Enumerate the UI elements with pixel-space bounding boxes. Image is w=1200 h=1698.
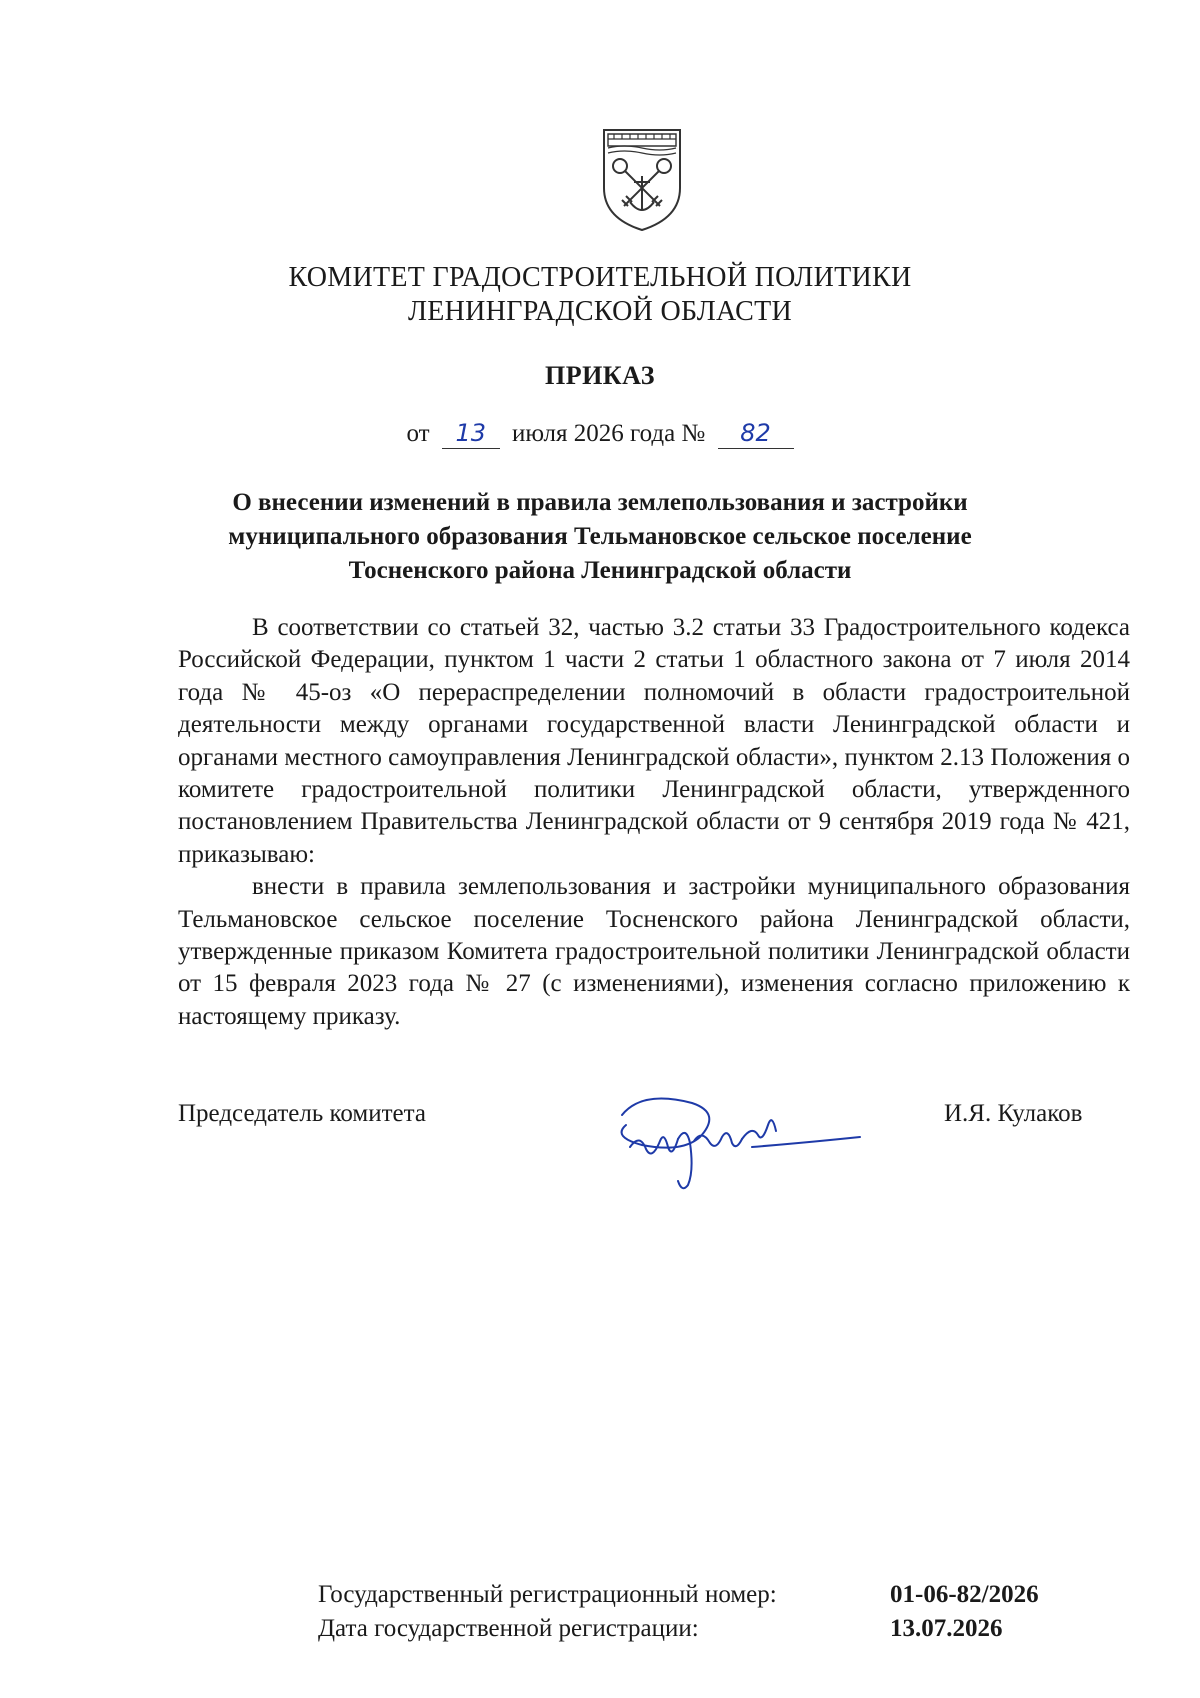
date-prefix: от bbox=[406, 420, 430, 447]
document-type: ПРИКАЗ bbox=[544, 361, 656, 390]
handwritten-signature bbox=[602, 1085, 862, 1195]
title-line: О внесении изменений в правила землепользования и застройки bbox=[232, 489, 968, 516]
organization-name-line1: КОМИТЕТ ГРАДОСТРОИТЕЛЬНОЙ ПОЛИТИКИ bbox=[288, 262, 912, 293]
coat-of-arms-emblem bbox=[600, 126, 684, 234]
signatory-name: И.Я. Кулаков bbox=[944, 1100, 1083, 1127]
registration-date-row bbox=[318, 1612, 1039, 1646]
registration-number-row bbox=[318, 1578, 1039, 1612]
registration-block bbox=[318, 1578, 1039, 1646]
organization-name-line2: ЛЕНИНГРАДСКОЙ ОБЛАСТИ bbox=[407, 296, 793, 327]
body-paragraph: В соответствии со статьей 32, частью 3.2 статьи 33 Градостроительного кодекса Российской Федерации, пунктом 1 части 2 статьи 1 областного закона от 7 июля 2014 года № 45-оз «О перераспределении полномочий в области градостроительной деятельности между органами государственной власти Ленинградской области и органами местного самоуправления Ленинградской области», пунктом 2.13 Положения о комитете градостроительной политики Ленинградской области, утвержденного постановлением Правительства Ленинградской области от 9 сентября 2019 года № 421, приказываю: bbox=[178, 614, 1130, 868]
registration-number-value: 01-06-82/2026 bbox=[890, 1581, 1039, 1608]
handwritten-order-number: 82 bbox=[718, 420, 794, 449]
body-paragraph: внести в правила землепользования и застройки муниципального образования Тельмановское сельское поселение Тосненского района Ленинградской области, утвержденные приказом Комитета градостроительной политики Ленинградской области от 15 февраля 2023 года № 27 (с изменениями), изменения согласно приложению к настоящему приказу. bbox=[178, 873, 1130, 1030]
document-title bbox=[180, 486, 1020, 588]
date-line bbox=[0, 420, 1200, 449]
signatory-position: Председатель комитета bbox=[178, 1100, 426, 1127]
document-body bbox=[178, 612, 1130, 1033]
handwritten-day: 13 bbox=[442, 420, 500, 449]
date-middle: июля 2026 года № bbox=[512, 420, 706, 447]
title-line: Тосненского района Ленинградской области bbox=[348, 557, 852, 584]
registration-number-label: Государственный регистрационный номер: bbox=[318, 1581, 777, 1608]
title-line: муниципального образования Тельмановское сельское поселение bbox=[228, 523, 972, 550]
registration-date-value: 13.07.2026 bbox=[890, 1615, 1003, 1642]
registration-date-label: Дата государственной регистрации: bbox=[318, 1615, 699, 1642]
